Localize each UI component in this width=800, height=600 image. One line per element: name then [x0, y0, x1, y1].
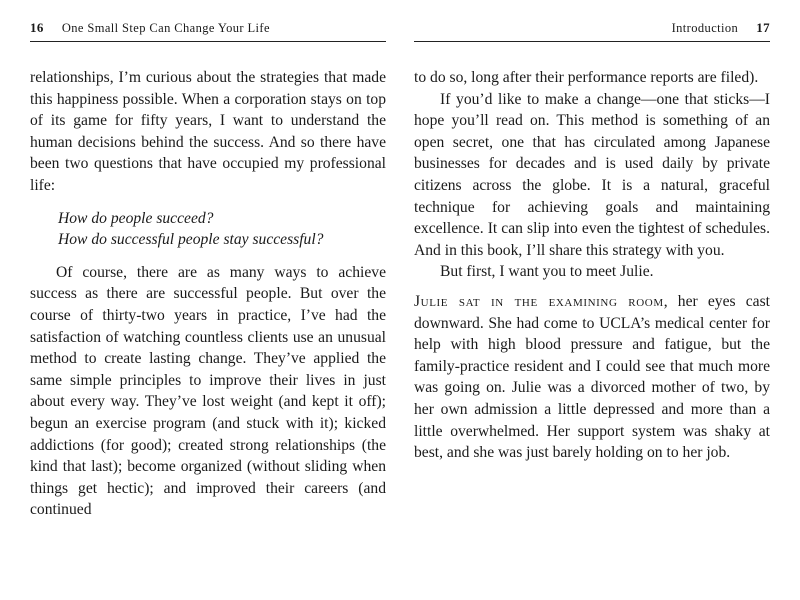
paragraph: If you’d like to make a change—one that sticks—I hope you’ll read on. This method is something of an open secret, one that has circulated among Japanese businesses for decades and is used daily by private citizens across the globe. It is a natural, graceful technique for achieving goals and maintaining excellence. It can slip into even the tightest of schedules. And in this book, I’ll share this strategy with you.: [414, 90, 770, 259]
right-page: [414, 20, 770, 590]
paragraph: Of course, there are as many ways to achieve success as there are successful people. But over the course of thirty-two years in practice, I’ve had the satisfaction of watching countless clients use an unusual method to create lasting change. They’ve applied the same simple principles to improve their lives in just about every way. They’ve lost weight (and kept it off); begun an exercise program (and stuck with it); kicked addictions (for good); created strong relationships (the kind that last); become organized (without sliding when things get hectic); and improved their careers (and continued: [30, 263, 386, 519]
left-page-header: [30, 20, 386, 42]
right-running-header: Introduction: [671, 21, 739, 35]
right-page-header: [414, 20, 770, 42]
italic-question-line: How do people succeed?: [58, 209, 214, 227]
paragraph: relationships, I’m curious about the strategies that made this happiness possible. When a corporation stays on top of its game for fifty years, I want to understand the human decisions behind the success. And so there have been two questions that have occupied my professional life:: [30, 69, 386, 194]
right-page-body: [414, 67, 770, 464]
italic-question-block: [58, 208, 386, 251]
left-running-header: One Small Step Can Change Your Life: [61, 21, 270, 35]
left-page-body: [30, 67, 386, 521]
paragraph-section-start: Julie sat in the examining room, her eyes cast downward. She had come to UCLA’s medical center for help with high blood pressure and fatigue, but the family-practice resident and I could see that much more was going on. Julie was a divorced mother of two, by her own admission a little depressed and more than a little overwhelmed. Her support system was shaky at best, and she was just barely holding on to her job.: [414, 292, 770, 462]
italic-question-line: How do successful people stay successful?: [58, 231, 324, 249]
paragraph: But first, I want you to meet Julie.: [440, 263, 654, 281]
small-caps-lead: Julie sat in the examining room: [414, 292, 664, 310]
left-page: [30, 20, 386, 590]
left-page-number: 16: [30, 20, 44, 35]
right-page-number: 17: [756, 20, 770, 35]
paragraph: to do so, long after their performance reports are filed).: [414, 69, 759, 86]
